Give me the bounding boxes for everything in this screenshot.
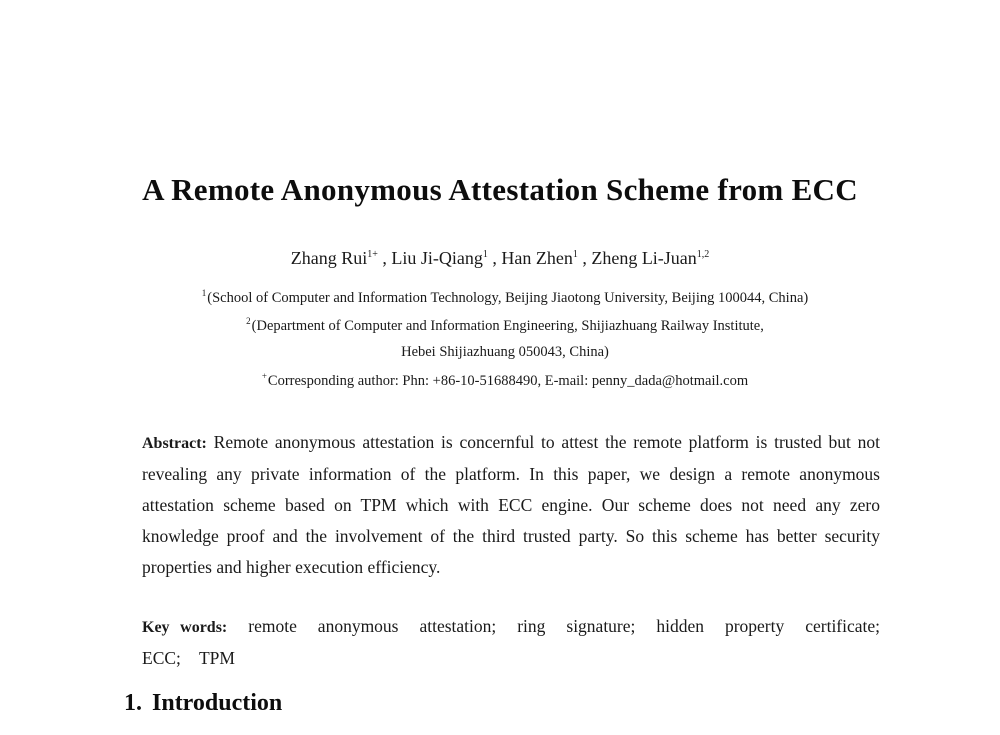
abstract-label: Abstract:: [142, 435, 207, 452]
author-separator: ,: [487, 248, 502, 268]
section-number: 1.: [124, 690, 142, 716]
author-separator: ,: [577, 248, 592, 268]
paper-title: A Remote Anonymous Attestation Scheme from ECC: [142, 172, 858, 207]
author-name: Liu Ji-Qiang: [391, 248, 483, 268]
corresponding-author: [0, 371, 1000, 390]
affiliation: [0, 288, 1000, 307]
author-separator: ,: [377, 248, 392, 268]
corresponding-text: Corresponding author: Phn: +86-10-51688490, E-mail: penny_dada@hotmail.com: [267, 373, 749, 389]
abstract: [142, 427, 880, 583]
author-marks: 1: [572, 249, 578, 260]
author-name: Zheng Li-Juan: [591, 248, 697, 268]
affiliation-text: (Department of Computer and Information Engineering, Shijiazhuang Railway Institute,: [251, 318, 764, 334]
affiliation-mark: 2: [246, 316, 251, 326]
section-heading: [124, 690, 282, 717]
author-name: Zhang Rui: [290, 248, 368, 268]
author-name: Han Zhen: [501, 248, 573, 268]
affiliation-mark: 1: [201, 288, 207, 298]
author-list: [0, 248, 1000, 269]
keywords: [142, 611, 880, 674]
keywords-text: remote anonymous attestation; ring signature; hidden property certificate; ECC; TPM: [142, 616, 881, 668]
affiliation: [0, 316, 1000, 335]
affiliation-text: Hebei Shijiazhuang 050043, China): [401, 344, 609, 360]
author-marks: 1: [482, 249, 488, 260]
author-marks: 1+: [367, 249, 378, 260]
author-marks: 1,2: [696, 249, 710, 260]
section-title: Introduction: [152, 690, 283, 716]
affiliation-text: (School of Computer and Information Technology, Beijing Jiaotong University, Beijing 100044, China): [207, 290, 809, 306]
affiliation-continued: [0, 344, 1000, 361]
abstract-text: Remote anonymous attestation is concernful to attest the remote platform is trusted but not revealing any private information of the platform. In this paper, we design a remote anonymous attestation scheme based on TPM which with ECC engine. Our scheme does not need any zero knowledge proof and the involvement of the third trusted party. So this scheme has better security properties and higher execution efficiency.: [142, 432, 880, 577]
keywords-label: Key words:: [142, 619, 228, 636]
corresponding-mark: +: [261, 371, 267, 381]
